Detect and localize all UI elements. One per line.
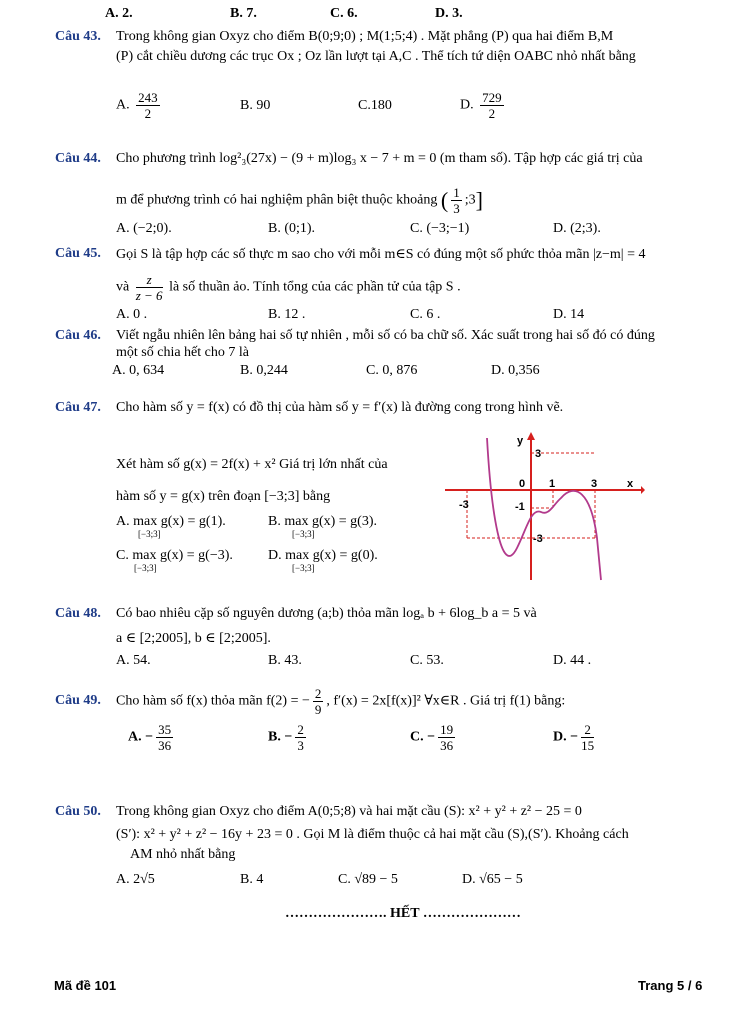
q47-line1: Cho hàm số y = f(x) có đồ thị của hàm số y = f′(x) là đường cong trong hình vẽ. [116, 400, 564, 415]
q48-option-d: D. 44 . [553, 653, 592, 668]
q45-line2 [116, 272, 461, 303]
q46-option-b: B. 0,244 [240, 363, 288, 378]
footer-exam-code: Mã đề 101 [54, 978, 117, 993]
q48-option-a: A. 54. [116, 653, 151, 668]
q46-option-c: C. 0, 876 [366, 363, 418, 378]
q50-option-d: D. √65 − 5 [462, 872, 523, 887]
q43-d-label: D. [460, 97, 474, 113]
q46-line1: Viết ngẫu nhiên lên bảng hai số tự nhiên , mỗi số có ba chữ số. Xác suất trong hai số đó có đúng [116, 328, 655, 343]
q45-option-c: C. 6 . [410, 307, 441, 322]
top-answer-b: B. 7. [230, 6, 257, 21]
graph-x-arrow [641, 486, 645, 494]
q47-line2: Xét hàm số g(x) = 2f(x) + x² Giá trị lớn nhất của [116, 457, 388, 472]
q50-number: Câu 50. [55, 804, 101, 819]
q50-line3: AM nhỏ nhất bằng [130, 847, 236, 862]
q46-number: Câu 46. [55, 328, 101, 343]
graph-tick-ym1: -1 [515, 501, 525, 513]
q49-option-b: B. − $\frac{2}{3}$ [268, 722, 304, 753]
q45-fraction: $\frac{z}{z - 6}$ [135, 272, 163, 303]
q43-a-fraction: $\frac{243}{2}$ [138, 90, 158, 121]
q48-option-b: B. 43. [268, 653, 302, 668]
end-marker: …………………. HẾT ………………… [285, 906, 521, 921]
q47-d-subscript: [−3;3] [292, 563, 315, 573]
q45-line2-prefix: và [116, 279, 130, 295]
q49-option-a: A. − $\frac{35}{36}$ [128, 722, 172, 753]
q44-option-a: A. (−2;0). [116, 221, 172, 236]
q43-line1: Trong không gian Oxyz cho điểm B(0;9;0) ; M(1;5;4) . Mặt phẳng (P) qua hai điểm B,M [116, 29, 614, 44]
graph-tick-y3: 3 [535, 448, 542, 460]
q45-line2-text: là số thuần ảo. Tính tổng của các phần tử của tập S . [169, 279, 461, 295]
graph-x-label: x [627, 478, 634, 490]
graph-y-label: y [517, 435, 524, 447]
q43-option-b: B. 90 [240, 98, 271, 113]
q44-interval-rest: ;3 [464, 192, 476, 208]
q44-option-d: D. (2;3). [553, 221, 601, 236]
q47-option-c: C. max g(x) = g(−3). [116, 548, 233, 563]
q49-c-fraction: $\frac{19}{36}$ [440, 722, 454, 753]
q49-d-fraction: $\frac{2}{15}$ [581, 722, 595, 753]
q45-option-b: B. 12 . [268, 307, 306, 322]
q43-a-label: A. [116, 97, 130, 113]
q44-line2-text: m để phương trình có hai nghiệm phân biệt thuộc khoảng [116, 192, 438, 208]
graph-y-arrow [527, 432, 535, 440]
q43-option-a [116, 90, 163, 121]
q47-b-subscript: [−3;3] [292, 529, 315, 539]
q50-line1: Trong không gian Oxyz cho điểm A(0;5;8) và hai mặt cầu (S): x² + y² + z² − 25 = 0 [116, 804, 582, 819]
top-answer-c: C. 6. [330, 6, 358, 21]
graph-curve [487, 438, 601, 580]
q46-line2: một số chia hết cho 7 là [116, 345, 249, 360]
q48-line1: Có bao nhiêu cặp số nguyên dương (a;b) thỏa mãn logₐ b + 6log_b a = 5 và [116, 606, 537, 621]
graph-tick-x3: 3 [591, 478, 598, 490]
q47-option-b: B. max g(x) = g(3). [268, 514, 377, 529]
q50-option-a: A. 2√5 [116, 872, 155, 887]
q45-option-a: A. 0 . [116, 307, 148, 322]
q43-line2: (P) cắt chiều dương các trục Ox ; Oz lần lượt tại A,C . Thể tích tứ diện OABC nhỏ nhất bằng [116, 49, 636, 64]
q47-a-subscript: [−3;3] [138, 529, 161, 539]
q47-option-d: D. max g(x) = g(0). [268, 548, 378, 563]
q44-line2: m để phương trình có hai nghiệm phân biệt thuộc khoảng ( $\frac{1}{3}$ ;3] [116, 185, 483, 216]
q44-line1: Cho phương trình log²₃(27x) − (9 + m)log₃ x − 7 + m = 0 (m tham số). Tập hợp các giá trị của [116, 151, 643, 166]
q45-number: Câu 45. [55, 246, 101, 261]
q45-option-d: D. 14 [553, 307, 585, 322]
q49-line1 [116, 686, 565, 717]
graph-origin: 0 [519, 478, 526, 490]
q44-option-b: B. (0;1). [268, 221, 316, 236]
q44-number: Câu 44. [55, 151, 101, 166]
top-answer-d: D. 3. [435, 6, 463, 21]
graph-tick-x1: 1 [549, 478, 556, 490]
graph-tick-ym3: -3 [533, 533, 543, 545]
q48-number: Câu 48. [55, 606, 101, 621]
q47-line3: hàm số y = g(x) trên đoạn [−3;3] bằng [116, 489, 331, 504]
q43-number: Câu 43. [55, 29, 101, 44]
q49-line1-text: , f′(x) = 2x[f(x)]² ∀x∈R . Giá trị f(1) bằng: [326, 693, 566, 709]
q48-option-c: C. 53. [410, 653, 444, 668]
q43-option-d [460, 90, 507, 121]
q47-graph [445, 430, 645, 582]
q47-number: Câu 47. [55, 400, 101, 415]
q44-interval-fraction: $\frac{1}{3}$ [453, 185, 460, 216]
q50-option-b: B. 4 [240, 872, 264, 887]
q47-c-subscript: [−3;3] [134, 563, 157, 573]
q49-b-fraction: $\frac{2}{3}$ [297, 722, 304, 753]
q49-number: Câu 49. [55, 693, 101, 708]
top-answer-a: A. 2. [105, 6, 133, 21]
q49-f2-fraction: $\frac{2}{9}$ [314, 686, 322, 717]
q50-line2: (S′): x² + y² + z² − 16y + 23 = 0 . Gọi M là điểm thuộc cả hai mặt cầu (S),(S′). Khoảng cách [116, 827, 629, 842]
q46-option-d: D. 0,356 [491, 363, 540, 378]
q49-option-c: C. − $\frac{19}{36}$ [410, 722, 454, 753]
q49-a-fraction: $\frac{35}{36}$ [158, 722, 172, 753]
q43-option-c: C.180 [358, 98, 392, 113]
q46-option-a: A. 0, 634 [112, 363, 165, 378]
footer-page-number: Trang 5 / 6 [638, 978, 703, 993]
q47-option-a: A. max g(x) = g(1). [116, 514, 226, 529]
q43-d-fraction: $\frac{729}{2}$ [482, 90, 502, 121]
q49-line1-prefix: Cho hàm số f(x) thỏa mãn f(2) = − [116, 693, 310, 709]
q45-line1: Gọi S là tập hợp các số thực m sao cho với mỗi m∈S có đúng một số phức thỏa mãn |z−m| = 4 [116, 247, 646, 262]
q49-option-d: D. − $\frac{2}{15}$ [553, 722, 595, 753]
q44-option-c: C. (−3;−1) [410, 221, 470, 236]
q48-line2: a ∈ [2;2005], b ∈ [2;2005]. [116, 631, 271, 646]
graph-tick-xm3: -3 [459, 499, 469, 511]
q50-option-c: C. √89 − 5 [338, 872, 398, 887]
